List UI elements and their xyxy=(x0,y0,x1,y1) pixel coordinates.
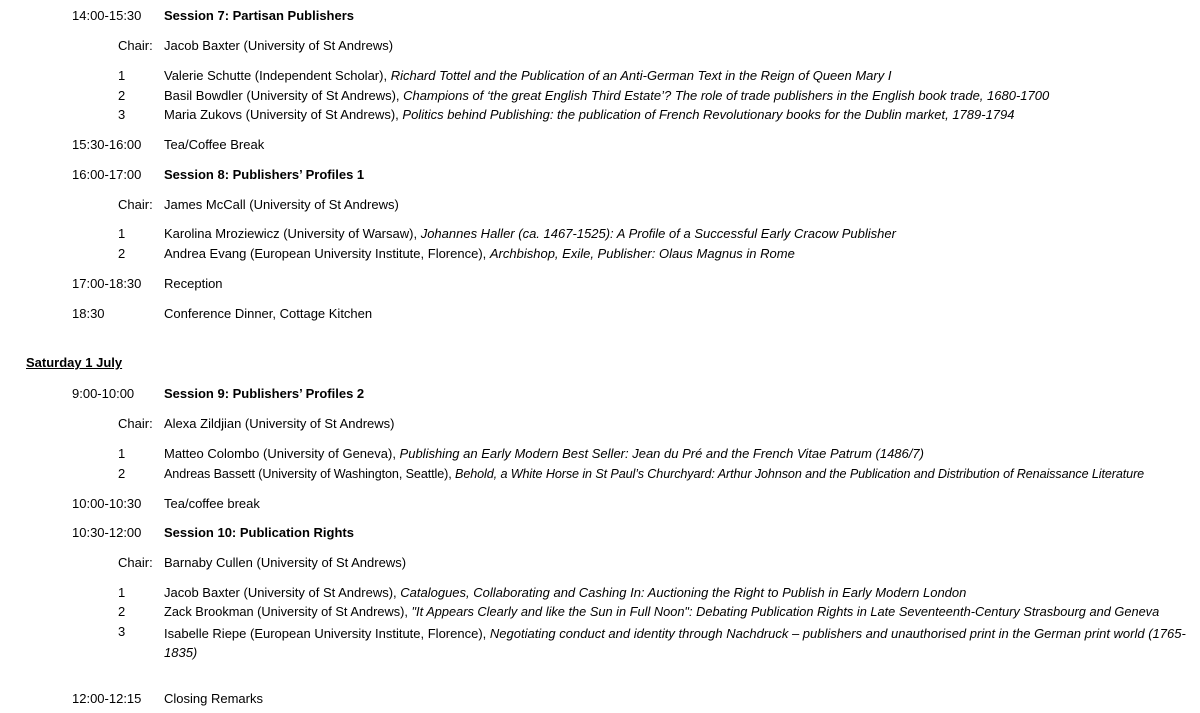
break-2-time: 10:00-10:30 xyxy=(72,496,142,511)
paper-entry xyxy=(164,624,1188,662)
session-10-title: Session 10: Publication Rights xyxy=(164,525,354,540)
paper-entry xyxy=(164,466,1144,482)
paper-author: Isabelle Riepe (European University Institute, Florence), xyxy=(164,626,490,641)
session-7-time: 14:00-15:30 xyxy=(72,8,142,23)
paper-entry xyxy=(164,226,896,242)
paper-title: Publishing an Early Modern Best Seller: Jean du Pré and the French Vitae Patrum (1486/7) xyxy=(399,446,924,461)
paper-title: Catalogues, Collaborating and Cashing In: Auctioning the Right to Publish in Early Modern London xyxy=(400,585,967,600)
session-8-title: Session 8: Publishers’ Profiles 1 xyxy=(164,167,365,182)
session-10-chair-label: Chair: xyxy=(118,555,153,570)
session-9-time: 9:00-10:00 xyxy=(72,386,135,401)
paper-author: Matteo Colombo (University of Geneva), xyxy=(164,446,400,461)
session-7-title: Session 7: Partisan Publishers xyxy=(164,8,355,23)
paper-title: Johannes Haller (ca. 1467-1525): A Profile of a Successful Early Cracow Publisher xyxy=(420,226,896,241)
session-8-chair-label: Chair: xyxy=(118,197,153,212)
session-8-time: 16:00-17:00 xyxy=(72,167,142,182)
paper-author: Basil Bowdler (University of St Andrews), xyxy=(164,88,404,103)
paper-author: Maria Zukovs (University of St Andrews), xyxy=(164,107,403,122)
session-9-title: Session 9: Publishers’ Profiles 2 xyxy=(164,386,365,401)
paper-title: Champions of ‘the great English Third Estate’? The role of trade publishers in the English book trade, 1680-1700 xyxy=(403,88,1050,103)
paper-entry xyxy=(164,446,924,462)
paper-author: Karolina Mroziewicz (University of Warsaw), xyxy=(164,226,421,241)
paper-number: 2 xyxy=(118,246,126,261)
break-2-label: Tea/coffee break xyxy=(164,496,260,511)
closing-time: 12:00-12:15 xyxy=(72,691,142,706)
session-10-time: 10:30-12:00 xyxy=(72,525,142,540)
paper-number: 2 xyxy=(118,466,126,481)
paper-number: 1 xyxy=(118,446,126,461)
paper-number: 2 xyxy=(118,88,126,103)
paper-title: "It Appears Clearly and like the Sun in Full Noon": Debating Publication Rights in Late Seventeenth-Century Strasbourg and Geneva xyxy=(411,604,1160,619)
dinner-label: Conference Dinner, Cottage Kitchen xyxy=(164,306,373,321)
paper-entry xyxy=(164,604,1159,620)
paper-author: Andrea Evang (European University Institute, Florence), xyxy=(164,246,490,261)
session-10-chair: Barnaby Cullen (University of St Andrews) xyxy=(164,555,407,570)
paper-author: Zack Brookman (University of St Andrews), xyxy=(164,604,412,619)
session-9-chair-label: Chair: xyxy=(118,416,153,431)
day-heading: Saturday 1 July xyxy=(26,355,123,370)
session-7-chair: Jacob Baxter (University of St Andrews) xyxy=(164,38,394,53)
break-1-time: 15:30-16:00 xyxy=(72,137,142,152)
break-1-label: Tea/Coffee Break xyxy=(164,137,265,152)
paper-author: Jacob Baxter (University of St Andrews), xyxy=(164,585,401,600)
paper-title: Archbishop, Exile, Publisher: Olaus Magnus in Rome xyxy=(489,246,795,261)
session-9-chair: Alexa Zildjian (University of St Andrews) xyxy=(164,416,395,431)
reception-time: 17:00-18:30 xyxy=(72,276,142,291)
paper-number: 3 xyxy=(118,107,126,122)
closing-label: Closing Remarks xyxy=(164,691,263,706)
paper-number: 1 xyxy=(118,226,126,241)
session-7-chair-label: Chair: xyxy=(118,38,153,53)
paper-title: Politics behind Publishing: the publication of French Revolutionary books for the Dublin market, 1789-1794 xyxy=(402,107,1015,122)
paper-entry xyxy=(164,68,891,84)
paper-number: 3 xyxy=(118,624,126,639)
reception-label: Reception xyxy=(164,276,223,291)
paper-number: 1 xyxy=(118,585,126,600)
session-8-chair: James McCall (University of St Andrews) xyxy=(164,197,399,212)
paper-number: 1 xyxy=(118,68,126,83)
paper-title: Negotiating conduct and identity through Nachdruck – publishers and unauthorised print in the German print world (1765-1835) xyxy=(164,626,1186,660)
paper-entry xyxy=(164,585,966,601)
paper-entry xyxy=(164,246,795,262)
paper-number: 2 xyxy=(118,604,126,619)
paper-entry xyxy=(164,88,1049,104)
dinner-time: 18:30 xyxy=(72,306,105,321)
paper-author: Valerie Schutte (Independent Scholar), xyxy=(164,68,391,83)
paper-title: Behold, a White Horse in St Paul’s Churchyard: Arthur Johnson and the Publication and Distribution of Renaissance Literature xyxy=(455,467,1145,481)
paper-title: Richard Tottel and the Publication of an Anti-German Text in the Reign of Queen Mary I xyxy=(390,68,892,83)
paper-author: Andreas Bassett (University of Washington, Seattle), xyxy=(164,467,456,481)
paper-entry xyxy=(164,107,1015,123)
